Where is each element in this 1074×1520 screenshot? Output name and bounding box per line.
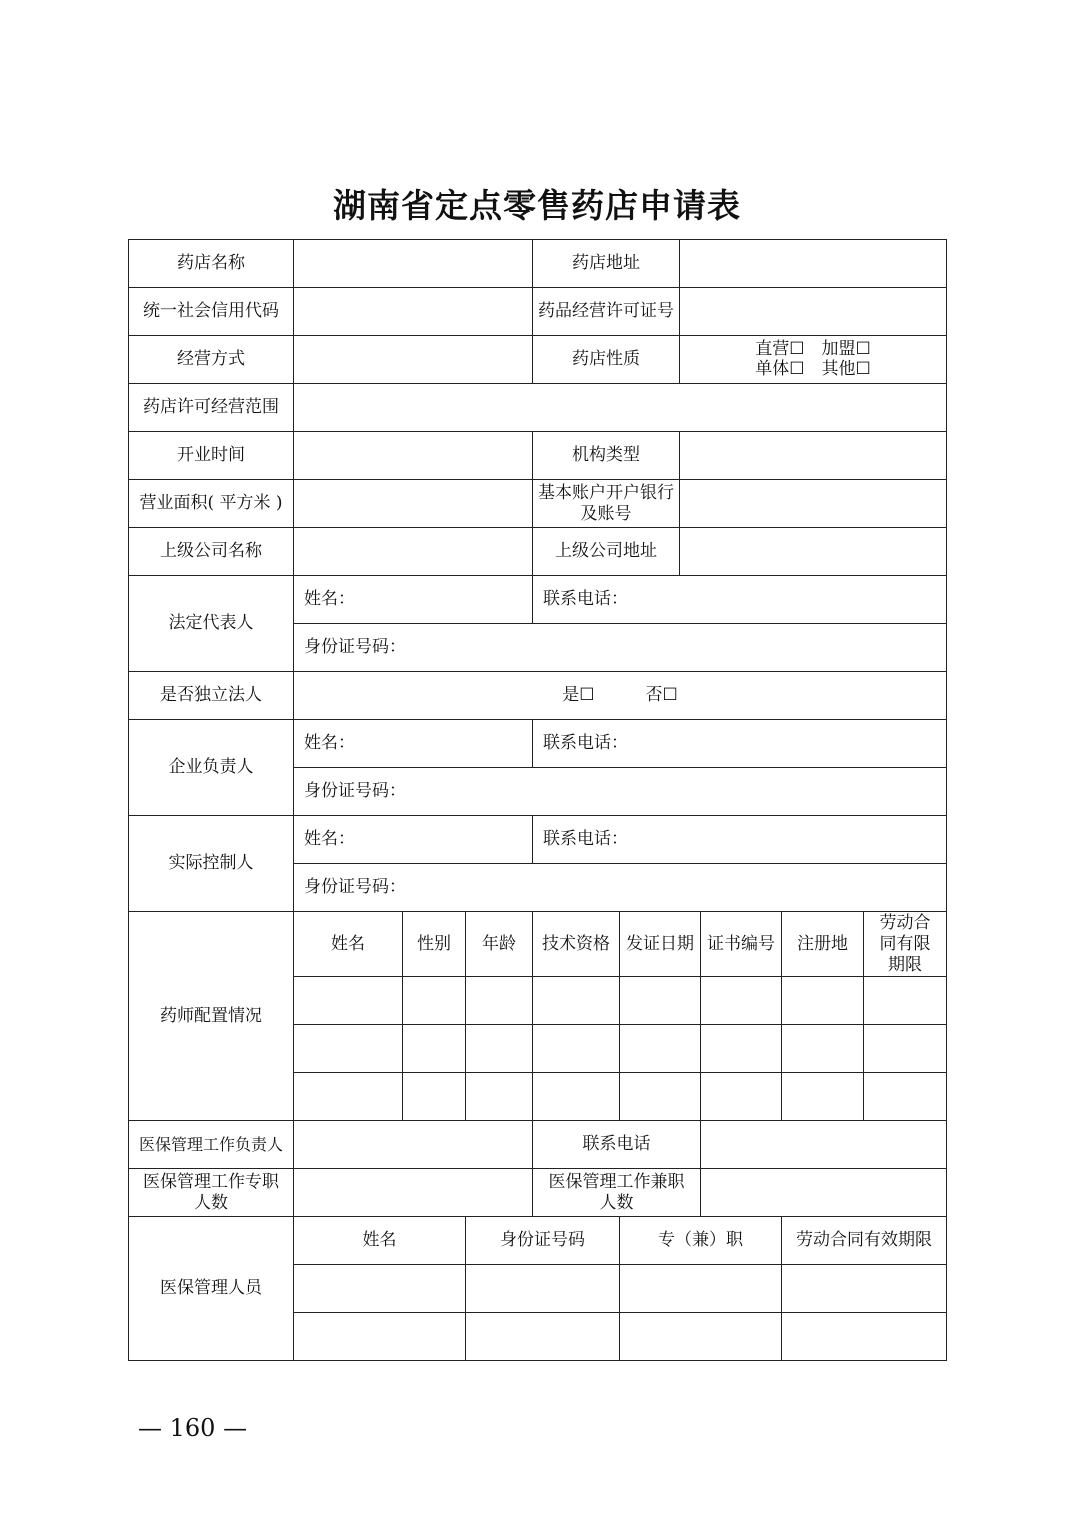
area-field[interactable]	[294, 480, 533, 528]
pharmacist-cell[interactable]	[294, 977, 403, 1025]
pharmacist-cell[interactable]	[864, 1073, 947, 1121]
pharmacist-cell[interactable]	[533, 1025, 620, 1073]
pharmacist-header-gender: 性别	[403, 912, 466, 977]
staff-cell[interactable]	[782, 1313, 947, 1361]
staff-header-name: 姓名	[294, 1217, 466, 1265]
open-time-field[interactable]	[294, 432, 533, 480]
legal-rep-label: 法定代表人	[129, 576, 294, 672]
store-address-field[interactable]	[680, 240, 947, 288]
drug-license-label: 药品经营许可证号	[533, 288, 680, 336]
insurance-phone-label: 联系电话	[533, 1121, 701, 1169]
application-form-table	[128, 239, 947, 1361]
pharmacist-cell[interactable]	[620, 1025, 701, 1073]
pharmacist-cell[interactable]	[403, 977, 466, 1025]
page-number: — 160 —	[138, 1414, 248, 1442]
pharmacist-cell[interactable]	[620, 1073, 701, 1121]
credit-code-field[interactable]	[294, 288, 533, 336]
pharmacist-cell[interactable]	[782, 1073, 864, 1121]
pharmacist-header-cert-number: 证书编号	[701, 912, 782, 977]
legal-rep-id-field[interactable]: 身份证号码：	[294, 624, 947, 672]
pharmacist-cell[interactable]	[466, 1025, 533, 1073]
insurance-parttime-label: 医保管理工作兼职人数	[533, 1169, 701, 1217]
pharmacist-cell[interactable]	[864, 977, 947, 1025]
business-scope-label: 药店许可经营范围	[129, 384, 294, 432]
pharmacist-cell[interactable]	[403, 1073, 466, 1121]
pharmacist-cell[interactable]	[864, 1025, 947, 1073]
nature-option-line-1[interactable]: 直营☐ 加盟☐	[755, 339, 871, 359]
parent-company-address-label: 上级公司地址	[533, 528, 680, 576]
pharmacist-cell[interactable]	[294, 1073, 403, 1121]
pharmacist-cell[interactable]	[701, 1073, 782, 1121]
pharmacist-cell[interactable]	[466, 1073, 533, 1121]
form-title: 湖南省定点零售药店申请表	[333, 186, 741, 225]
bank-account-label: 基本账户开户银行及账号	[533, 480, 680, 528]
staff-cell[interactable]	[466, 1265, 620, 1313]
principal-id-field[interactable]: 身份证号码：	[294, 768, 947, 816]
staff-cell[interactable]	[294, 1313, 466, 1361]
pharmacist-cell[interactable]	[620, 977, 701, 1025]
open-time-label: 开业时间	[129, 432, 294, 480]
legal-rep-phone-field[interactable]: 联系电话：	[533, 576, 947, 624]
pharmacist-header-contract-term: 劳动合同有限期限	[864, 912, 947, 977]
insurance-manager-label: 医保管理工作负责人	[129, 1121, 294, 1169]
credit-code-label: 统一社会信用代码	[129, 288, 294, 336]
pharmacist-cell[interactable]	[294, 1025, 403, 1073]
insurance-phone-field[interactable]	[701, 1121, 947, 1169]
store-nature-label: 药店性质	[533, 336, 680, 384]
parent-company-name-label: 上级公司名称	[129, 528, 294, 576]
area-label: 营业面积( 平方米 )	[129, 480, 294, 528]
insurance-parttime-field[interactable]	[701, 1169, 947, 1217]
operation-mode-field[interactable]	[294, 336, 533, 384]
controller-label: 实际控制人	[129, 816, 294, 912]
store-name-label: 药店名称	[129, 240, 294, 288]
pharmacist-cell[interactable]	[701, 977, 782, 1025]
staff-cell[interactable]	[620, 1265, 782, 1313]
business-scope-field[interactable]	[294, 384, 947, 432]
independent-label: 是否独立法人	[129, 672, 294, 720]
insurance-staff-label: 医保管理人员	[129, 1217, 294, 1361]
bank-account-field[interactable]	[680, 480, 947, 528]
controller-id-field[interactable]: 身份证号码：	[294, 864, 947, 912]
staff-cell[interactable]	[620, 1313, 782, 1361]
org-type-label: 机构类型	[533, 432, 680, 480]
controller-phone-field[interactable]: 联系电话：	[533, 816, 947, 864]
pharmacist-header-registration: 注册地	[782, 912, 864, 977]
pharmacist-cell[interactable]	[782, 977, 864, 1025]
parent-company-address-field[interactable]	[680, 528, 947, 576]
staff-cell[interactable]	[294, 1265, 466, 1313]
pharmacist-cell[interactable]	[533, 1073, 620, 1121]
staff-header-type: 专（兼）职	[620, 1217, 782, 1265]
legal-rep-name-field[interactable]: 姓名：	[294, 576, 533, 624]
independent-options[interactable]: 是☐ 否☐	[294, 672, 947, 720]
controller-name-field[interactable]: 姓名：	[294, 816, 533, 864]
pharmacist-cell[interactable]	[701, 1025, 782, 1073]
insurance-manager-field[interactable]	[294, 1121, 533, 1169]
staff-cell[interactable]	[782, 1265, 947, 1313]
staff-header-id: 身份证号码	[466, 1217, 620, 1265]
principal-name-field[interactable]: 姓名：	[294, 720, 533, 768]
store-name-field[interactable]	[294, 240, 533, 288]
pharmacist-cell[interactable]	[782, 1025, 864, 1073]
pharmacist-header-qualification: 技术资格	[533, 912, 620, 977]
pharmacist-cell[interactable]	[466, 977, 533, 1025]
insurance-fulltime-label: 医保管理工作专职人数	[129, 1169, 294, 1217]
store-nature-options[interactable]	[680, 336, 947, 384]
org-type-field[interactable]	[680, 432, 947, 480]
pharmacist-cell[interactable]	[533, 977, 620, 1025]
insurance-fulltime-field[interactable]	[294, 1169, 533, 1217]
staff-header-contract: 劳动合同有效期限	[782, 1217, 947, 1265]
pharmacist-header-name: 姓名	[294, 912, 403, 977]
pharmacist-header-age: 年龄	[466, 912, 533, 977]
store-address-label: 药店地址	[533, 240, 680, 288]
pharmacist-label: 药师配置情况	[129, 912, 294, 1121]
drug-license-field[interactable]	[680, 288, 947, 336]
principal-phone-field[interactable]: 联系电话：	[533, 720, 947, 768]
operation-mode-label: 经营方式	[129, 336, 294, 384]
parent-company-name-field[interactable]	[294, 528, 533, 576]
principal-label: 企业负责人	[129, 720, 294, 816]
store-nature-checkbox-group[interactable]	[755, 339, 870, 379]
staff-cell[interactable]	[466, 1313, 620, 1361]
nature-option-line-2[interactable]: 单体☐ 其他☐	[755, 359, 871, 379]
pharmacist-cell[interactable]	[403, 1025, 466, 1073]
pharmacist-header-issue-date: 发证日期	[620, 912, 701, 977]
